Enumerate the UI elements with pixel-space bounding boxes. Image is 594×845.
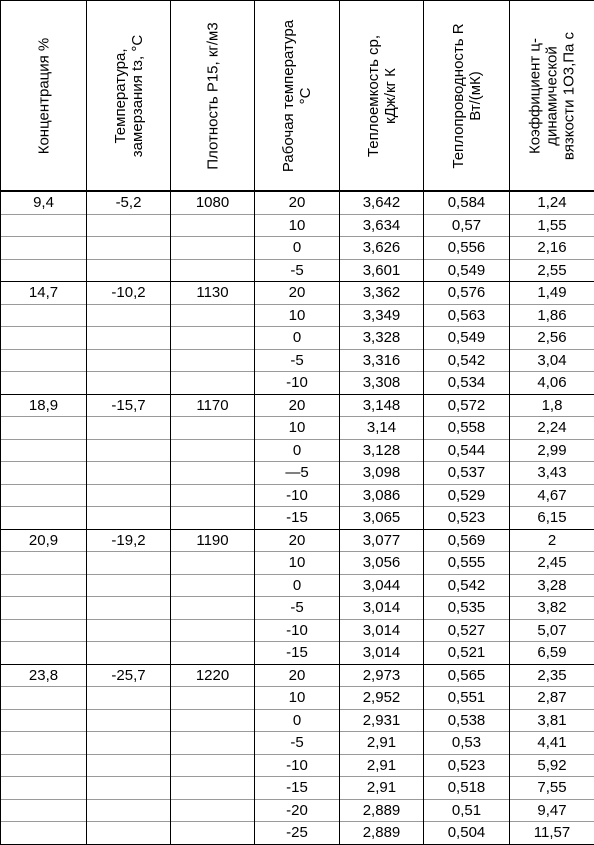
working-temp-cell: —5 (255, 462, 340, 485)
working-temp-cell: -25 (255, 822, 340, 845)
density-cell (171, 372, 255, 395)
heat-capacity-cell: 3,148 (340, 394, 424, 417)
concentration-cell (1, 732, 87, 755)
viscosity-cell: 1,86 (510, 304, 594, 327)
header-line: Концентрация % (35, 6, 52, 186)
working-temp-cell: 20 (255, 529, 340, 552)
density-cell (171, 259, 255, 282)
header-working-temperature (255, 1, 340, 192)
table-row (1, 282, 594, 305)
heat-capacity-cell: 2,91 (340, 732, 424, 755)
freeze-temp-cell (87, 822, 171, 845)
viscosity-cell: 2,99 (510, 439, 594, 462)
concentration-cell (1, 574, 87, 597)
header-line: вязкости 1О3,Па с (561, 6, 578, 186)
density-cell (171, 822, 255, 845)
working-temp-cell: 20 (255, 191, 340, 214)
thermal-conductivity-cell: 0,569 (424, 529, 510, 552)
table-row (1, 372, 594, 395)
thermal-conductivity-cell: 0,523 (424, 754, 510, 777)
working-temp-cell: 10 (255, 214, 340, 237)
concentration-cell (1, 439, 87, 462)
working-temp-cell: 0 (255, 709, 340, 732)
working-temp-cell: -5 (255, 597, 340, 620)
table-row (1, 777, 594, 800)
viscosity-cell: 4,06 (510, 372, 594, 395)
thermal-conductivity-cell: 0,542 (424, 349, 510, 372)
density-cell (171, 349, 255, 372)
thermal-conductivity-cell: 0,572 (424, 394, 510, 417)
viscosity-cell: 1,24 (510, 191, 594, 214)
thermal-conductivity-cell: 0,527 (424, 619, 510, 642)
density-cell (171, 327, 255, 350)
viscosity-cell: 1,49 (510, 282, 594, 305)
thermal-conductivity-cell: 0,538 (424, 709, 510, 732)
heat-capacity-cell: 3,098 (340, 462, 424, 485)
freeze-temp-cell (87, 439, 171, 462)
density-cell (171, 304, 255, 327)
viscosity-cell: 2 (510, 529, 594, 552)
heat-capacity-cell: 3,014 (340, 642, 424, 665)
heat-capacity-cell: 3,14 (340, 417, 424, 440)
heat-capacity-cell: 3,014 (340, 619, 424, 642)
freeze-temp-cell (87, 552, 171, 575)
working-temp-cell: 10 (255, 552, 340, 575)
concentration-cell: 14,7 (1, 282, 87, 305)
freeze-temp-cell (87, 507, 171, 530)
header-line: °С (297, 6, 314, 186)
table-row (1, 732, 594, 755)
thermal-conductivity-cell: 0,549 (424, 327, 510, 350)
heat-capacity-cell: 2,931 (340, 709, 424, 732)
header-line: Теплопроводность R (450, 6, 467, 186)
working-temp-cell: 10 (255, 417, 340, 440)
freeze-temp-cell (87, 574, 171, 597)
freeze-temp-cell (87, 349, 171, 372)
table-row (1, 214, 594, 237)
concentration-cell (1, 259, 87, 282)
concentration-cell (1, 642, 87, 665)
header-freeze-temperature (87, 1, 171, 192)
freeze-temp-cell (87, 709, 171, 732)
heat-capacity-cell: 3,349 (340, 304, 424, 327)
header-line: Плотность Р15, кг/м3 (204, 6, 221, 186)
working-temp-cell: -5 (255, 349, 340, 372)
thermal-conductivity-cell: 0,53 (424, 732, 510, 755)
concentration-cell (1, 754, 87, 777)
heat-capacity-cell: 3,634 (340, 214, 424, 237)
working-temp-cell: -15 (255, 642, 340, 665)
table-row (1, 529, 594, 552)
viscosity-cell: 3,04 (510, 349, 594, 372)
density-cell: 1220 (171, 664, 255, 687)
heat-capacity-cell: 3,086 (340, 484, 424, 507)
freeze-temp-cell (87, 214, 171, 237)
thermal-conductivity-cell: 0,518 (424, 777, 510, 800)
table-body (1, 191, 594, 844)
header-line: динамической (544, 6, 561, 186)
concentration-cell (1, 507, 87, 530)
thermal-conductivity-cell: 0,523 (424, 507, 510, 530)
concentration-cell (1, 822, 87, 845)
viscosity-cell: 4,67 (510, 484, 594, 507)
header-density (171, 1, 255, 192)
freeze-temp-cell: -15,7 (87, 394, 171, 417)
viscosity-cell: 11,57 (510, 822, 594, 845)
density-cell (171, 462, 255, 485)
freeze-temp-cell: -25,7 (87, 664, 171, 687)
table-row (1, 687, 594, 710)
density-cell (171, 214, 255, 237)
header-line: Коэффициент ц- (527, 6, 544, 186)
heat-capacity-cell: 2,889 (340, 822, 424, 845)
thermal-conductivity-cell: 0,551 (424, 687, 510, 710)
density-cell: 1080 (171, 191, 255, 214)
concentration-cell: 9,4 (1, 191, 87, 214)
density-cell (171, 799, 255, 822)
density-cell (171, 597, 255, 620)
heat-capacity-cell: 2,91 (340, 754, 424, 777)
freeze-temp-cell (87, 237, 171, 260)
concentration-cell (1, 462, 87, 485)
heat-capacity-cell: 2,889 (340, 799, 424, 822)
concentration-cell: 23,8 (1, 664, 87, 687)
working-temp-cell: -15 (255, 777, 340, 800)
freeze-temp-cell (87, 372, 171, 395)
heat-capacity-cell: 3,065 (340, 507, 424, 530)
header-line: Температура, (112, 6, 129, 186)
density-cell: 1170 (171, 394, 255, 417)
viscosity-cell: 2,16 (510, 237, 594, 260)
header-concentration (1, 1, 87, 192)
viscosity-cell: 6,59 (510, 642, 594, 665)
viscosity-cell: 3,28 (510, 574, 594, 597)
thermal-conductivity-cell: 0,521 (424, 642, 510, 665)
density-cell (171, 709, 255, 732)
heat-capacity-cell: 3,128 (340, 439, 424, 462)
working-temp-cell: 10 (255, 687, 340, 710)
freeze-temp-cell (87, 597, 171, 620)
table-row (1, 619, 594, 642)
density-cell (171, 552, 255, 575)
table-row (1, 709, 594, 732)
thermal-conductivity-cell: 0,563 (424, 304, 510, 327)
thermal-conductivity-cell: 0,504 (424, 822, 510, 845)
thermal-conductivity-cell: 0,537 (424, 462, 510, 485)
heat-capacity-cell: 3,362 (340, 282, 424, 305)
thermal-conductivity-cell: 0,51 (424, 799, 510, 822)
header-line: Рабочая температура (280, 6, 297, 186)
table-row (1, 191, 594, 214)
table-row (1, 597, 594, 620)
freeze-temp-cell (87, 304, 171, 327)
density-cell (171, 439, 255, 462)
viscosity-cell: 2,87 (510, 687, 594, 710)
concentration-cell (1, 687, 87, 710)
thermal-conductivity-cell: 0,558 (424, 417, 510, 440)
density-cell (171, 484, 255, 507)
heat-capacity-cell: 3,044 (340, 574, 424, 597)
working-temp-cell: -10 (255, 754, 340, 777)
heat-capacity-cell: 3,601 (340, 259, 424, 282)
header-thermal-conductivity (424, 1, 510, 192)
heat-capacity-cell: 2,973 (340, 664, 424, 687)
density-cell (171, 619, 255, 642)
concentration-cell (1, 237, 87, 260)
thermal-conductivity-cell: 0,576 (424, 282, 510, 305)
density-cell (171, 574, 255, 597)
thermal-conductivity-cell: 0,542 (424, 574, 510, 597)
concentration-cell (1, 619, 87, 642)
table-row (1, 417, 594, 440)
table-row (1, 799, 594, 822)
working-temp-cell: 20 (255, 282, 340, 305)
working-temp-cell: 0 (255, 327, 340, 350)
working-temp-cell: 20 (255, 394, 340, 417)
working-temp-cell: -5 (255, 259, 340, 282)
concentration-cell (1, 349, 87, 372)
freeze-temp-cell (87, 754, 171, 777)
freeze-temp-cell (87, 777, 171, 800)
freeze-temp-cell: -10,2 (87, 282, 171, 305)
freeze-temp-cell: -5,2 (87, 191, 171, 214)
density-cell: 1130 (171, 282, 255, 305)
concentration-cell (1, 777, 87, 800)
viscosity-cell: 3,81 (510, 709, 594, 732)
density-cell (171, 732, 255, 755)
viscosity-cell: 2,24 (510, 417, 594, 440)
heat-capacity-cell: 3,014 (340, 597, 424, 620)
viscosity-cell: 2,35 (510, 664, 594, 687)
concentration-cell (1, 327, 87, 350)
table-row (1, 349, 594, 372)
freeze-temp-cell (87, 462, 171, 485)
working-temp-cell: 0 (255, 237, 340, 260)
thermal-conductivity-cell: 0,565 (424, 664, 510, 687)
table-row (1, 754, 594, 777)
header-line: Теплоемкость cр, (365, 6, 382, 186)
working-temp-cell: -5 (255, 732, 340, 755)
freeze-temp-cell (87, 327, 171, 350)
heat-capacity-cell: 3,077 (340, 529, 424, 552)
table-row (1, 552, 594, 575)
table-row (1, 439, 594, 462)
freeze-temp-cell (87, 642, 171, 665)
viscosity-cell: 3,43 (510, 462, 594, 485)
table-row (1, 327, 594, 350)
table-row (1, 822, 594, 845)
heat-capacity-cell: 3,328 (340, 327, 424, 350)
density-cell (171, 642, 255, 665)
viscosity-cell: 4,41 (510, 732, 594, 755)
thermal-conductivity-cell: 0,529 (424, 484, 510, 507)
viscosity-cell: 2,55 (510, 259, 594, 282)
header-heat-capacity (340, 1, 424, 192)
table-row (1, 507, 594, 530)
working-temp-cell: 20 (255, 664, 340, 687)
working-temp-cell: -20 (255, 799, 340, 822)
working-temp-cell: -10 (255, 484, 340, 507)
concentration-cell: 20,9 (1, 529, 87, 552)
table-row (1, 237, 594, 260)
freeze-temp-cell (87, 732, 171, 755)
viscosity-cell: 1,55 (510, 214, 594, 237)
heat-capacity-cell: 2,952 (340, 687, 424, 710)
thermal-conductivity-cell: 0,544 (424, 439, 510, 462)
table-row (1, 304, 594, 327)
thermal-conductivity-cell: 0,584 (424, 191, 510, 214)
freeze-temp-cell (87, 259, 171, 282)
concentration-cell (1, 709, 87, 732)
freeze-temp-cell (87, 619, 171, 642)
table-row (1, 462, 594, 485)
density-cell (171, 754, 255, 777)
thermal-conductivity-cell: 0,535 (424, 597, 510, 620)
concentration-cell (1, 552, 87, 575)
freeze-temp-cell: -19,2 (87, 529, 171, 552)
density-cell (171, 777, 255, 800)
working-temp-cell: -10 (255, 619, 340, 642)
thermal-conductivity-cell: 0,555 (424, 552, 510, 575)
freeze-temp-cell (87, 417, 171, 440)
working-temp-cell: 0 (255, 439, 340, 462)
working-temp-cell: -10 (255, 372, 340, 395)
table-row (1, 484, 594, 507)
thermal-conductivity-cell: 0,57 (424, 214, 510, 237)
thermal-conductivity-cell: 0,549 (424, 259, 510, 282)
concentration-cell (1, 597, 87, 620)
working-temp-cell: 10 (255, 304, 340, 327)
density-cell (171, 687, 255, 710)
heat-capacity-cell: 3,642 (340, 191, 424, 214)
table-row (1, 259, 594, 282)
thermal-conductivity-cell: 0,556 (424, 237, 510, 260)
header-line: замерзания tз, °С (129, 6, 146, 186)
table-row (1, 394, 594, 417)
header-line: кДж/кг К (382, 6, 399, 186)
viscosity-cell: 1,8 (510, 394, 594, 417)
freeze-temp-cell (87, 484, 171, 507)
viscosity-cell: 2,45 (510, 552, 594, 575)
table-row (1, 664, 594, 687)
working-temp-cell: 0 (255, 574, 340, 597)
concentration-cell (1, 799, 87, 822)
heat-capacity-cell: 3,626 (340, 237, 424, 260)
density-cell (171, 237, 255, 260)
concentration-cell (1, 417, 87, 440)
viscosity-cell: 9,47 (510, 799, 594, 822)
freeze-temp-cell (87, 687, 171, 710)
thermal-conductivity-cell: 0,534 (424, 372, 510, 395)
header-row (1, 1, 594, 192)
viscosity-cell: 6,15 (510, 507, 594, 530)
density-cell (171, 507, 255, 530)
viscosity-cell: 2,56 (510, 327, 594, 350)
table-row (1, 642, 594, 665)
concentration-cell (1, 304, 87, 327)
concentration-cell: 18,9 (1, 394, 87, 417)
viscosity-cell: 3,82 (510, 597, 594, 620)
concentration-cell (1, 214, 87, 237)
heat-capacity-cell: 2,91 (340, 777, 424, 800)
working-temp-cell: -15 (255, 507, 340, 530)
density-cell (171, 417, 255, 440)
concentration-cell (1, 484, 87, 507)
table-row (1, 574, 594, 597)
concentration-cell (1, 372, 87, 395)
header-line: Вт/(мК) (467, 6, 484, 186)
viscosity-cell: 7,55 (510, 777, 594, 800)
viscosity-cell: 5,92 (510, 754, 594, 777)
heat-capacity-cell: 3,056 (340, 552, 424, 575)
viscosity-cell: 5,07 (510, 619, 594, 642)
freeze-temp-cell (87, 799, 171, 822)
heat-capacity-cell: 3,308 (340, 372, 424, 395)
density-cell: 1190 (171, 529, 255, 552)
header-dynamic-viscosity (510, 1, 594, 192)
heat-capacity-cell: 3,316 (340, 349, 424, 372)
